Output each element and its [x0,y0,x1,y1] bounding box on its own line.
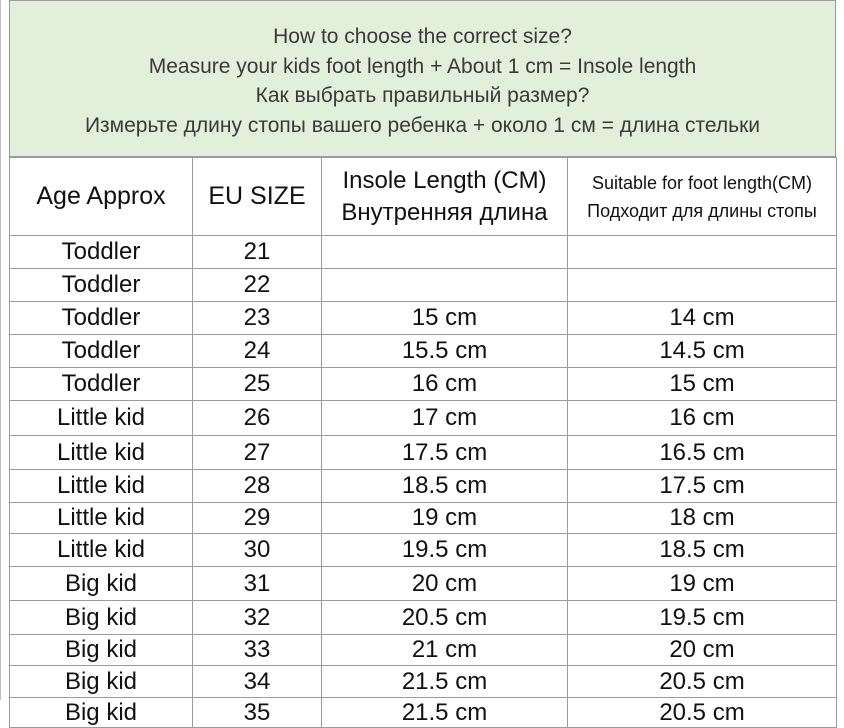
foot-length-cell: 16.5 cm [568,436,837,470]
eu-size-cell: 27 [193,436,322,470]
size-table-row [10,368,837,401]
size-table-row [10,666,837,698]
foot-length-cell [568,269,837,302]
header-insole-length-en: Insole Length (CM) [342,166,547,194]
eu-size-cell: 33 [193,635,322,666]
foot-length-cell: 19 cm [568,567,837,601]
size-table-row [10,567,837,601]
insole-length-cell: 15.5 cm [322,335,568,368]
eu-size-cell: 25 [193,368,322,401]
header-age-approx: Age Approx [10,158,193,236]
size-guide-intro [9,0,836,157]
insole-length-cell: 15 cm [322,302,568,335]
age-approx-cell: Toddler [10,302,193,335]
header-insole-length [322,158,568,236]
age-approx-cell: Toddler [10,368,193,401]
size-table-row [10,698,837,728]
size-table-row [10,503,837,534]
header-foot-length-ru: Подходит для длины стопы [587,200,817,221]
intro-line-en-question: How to choose the correct size? [273,25,572,48]
insole-length-cell: 21 cm [322,635,568,666]
age-approx-cell: Little kid [10,401,193,436]
header-foot-length-en: Suitable for foot length(CM) [591,172,813,193]
size-table-row [10,601,837,635]
foot-length-cell: 20.5 cm [568,698,837,728]
age-approx-cell: Big kid [10,567,193,601]
foot-length-cell: 20 cm [568,635,837,666]
size-table-row [10,436,837,470]
age-approx-cell: Big kid [10,698,193,728]
size-table [9,157,837,728]
insole-length-cell: 18.5 cm [322,470,568,503]
header-insole-length-ru: Внутренняя длина [341,198,548,226]
size-table-row [10,302,837,335]
size-table-row [10,236,837,269]
eu-size-cell: 28 [193,470,322,503]
eu-size-cell: 35 [193,698,322,728]
insole-length-cell [322,236,568,269]
insole-length-cell: 19 cm [322,503,568,534]
age-approx-cell: Little kid [10,503,193,534]
eu-size-cell: 21 [193,236,322,269]
foot-length-cell: 14.5 cm [568,335,837,368]
age-approx-cell: Little kid [10,470,193,503]
eu-size-cell: 31 [193,567,322,601]
age-approx-cell: Big kid [10,635,193,666]
size-table-row [10,401,837,436]
foot-length-cell [568,236,837,269]
foot-length-cell: 14 cm [568,302,837,335]
header-foot-length [568,158,837,236]
insole-length-cell: 17 cm [322,401,568,436]
eu-size-cell: 34 [193,666,322,698]
insole-length-cell: 21.5 cm [322,666,568,698]
foot-length-cell: 19.5 cm [568,601,837,635]
size-table-body [10,236,837,728]
insole-length-cell: 20.5 cm [322,601,568,635]
eu-size-cell: 24 [193,335,322,368]
intro-line-en-formula: Measure your kids foot length + About 1 cm = Insole length [148,54,697,78]
age-approx-cell: Toddler [10,236,193,269]
insole-length-cell: 19.5 cm [322,534,568,567]
foot-length-cell: 20.5 cm [568,666,837,698]
size-table-row [10,534,837,567]
foot-length-cell: 16 cm [568,401,837,436]
size-table-row [10,269,837,302]
eu-size-cell: 32 [193,601,322,635]
foot-length-cell: 15 cm [568,368,837,401]
foot-length-cell: 17.5 cm [568,470,837,503]
age-approx-cell: Little kid [10,534,193,567]
foot-length-cell: 18.5 cm [568,534,837,567]
insole-length-cell [322,269,568,302]
insole-length-cell: 17.5 cm [322,436,568,470]
intro-line-ru-question: Как выбрать правильный размер? [255,84,590,107]
eu-size-cell: 26 [193,401,322,436]
size-table-header-row [10,158,837,236]
age-approx-cell: Little kid [10,436,193,470]
size-table-row [10,635,837,666]
age-approx-cell: Big kid [10,601,193,635]
header-eu-size: EU SIZE [193,158,322,236]
insole-length-cell: 16 cm [322,368,568,401]
eu-size-cell: 23 [193,302,322,335]
eu-size-cell: 29 [193,503,322,534]
size-table-row [10,335,837,368]
eu-size-cell: 30 [193,534,322,567]
age-approx-cell: Toddler [10,335,193,368]
foot-length-cell: 18 cm [568,503,837,534]
insole-length-cell: 21.5 cm [322,698,568,728]
insole-length-cell: 20 cm [322,567,568,601]
age-approx-cell: Toddler [10,269,193,302]
eu-size-cell: 22 [193,269,322,302]
intro-line-ru-formula: Измерьте длину стопы вашего ребенка + около 1 см = длина стельки [84,113,761,137]
size-table-row [10,470,837,503]
age-approx-cell: Big kid [10,666,193,698]
